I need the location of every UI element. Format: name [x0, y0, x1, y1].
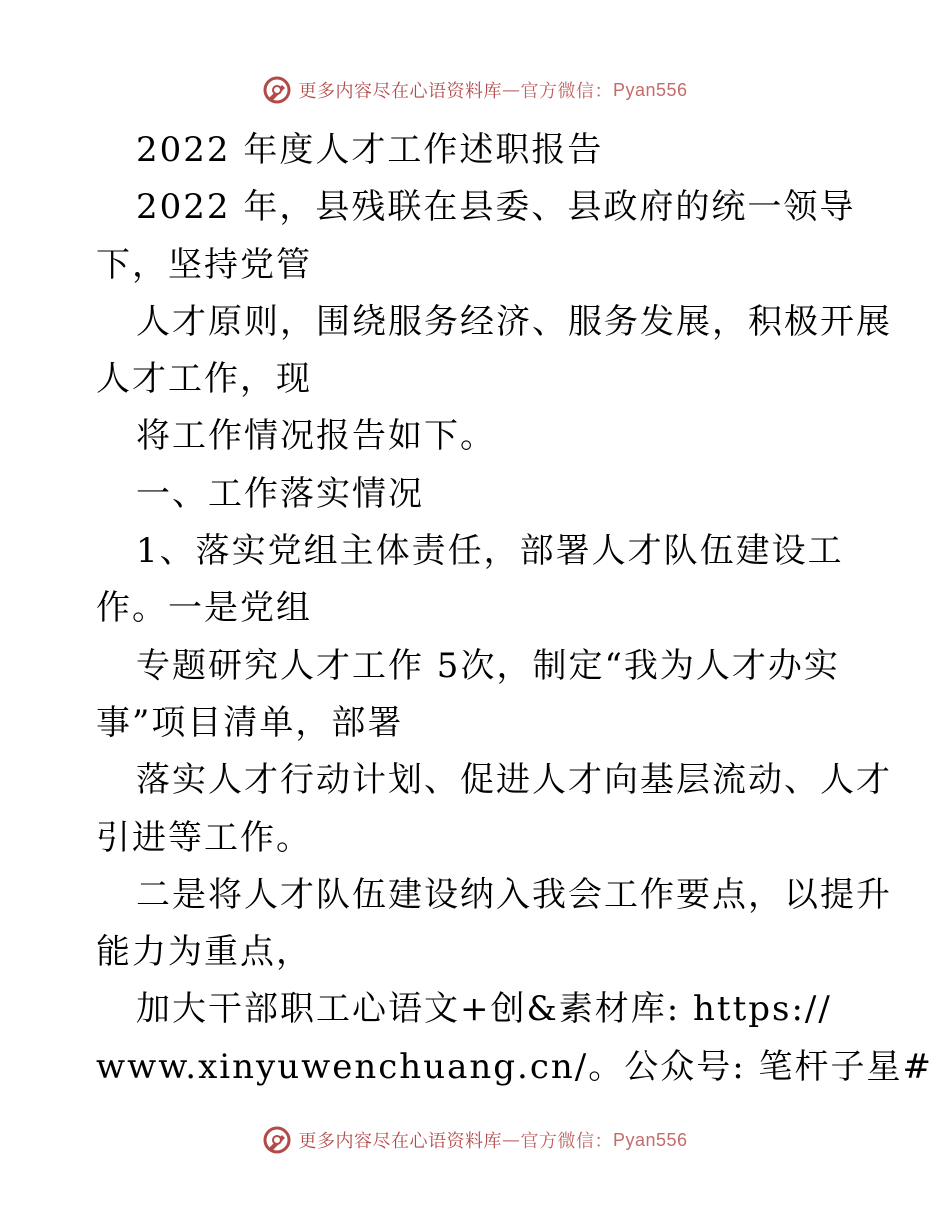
paragraph-line: 将工作情况报告如下。	[136, 416, 496, 457]
paragraph-line: 专题研究人才工作 5次，制定“我为人才办实	[136, 645, 840, 686]
paragraph-line: 作。一是党组	[96, 588, 312, 629]
watermark-main-text: 更多内容尽在心语资料库	[298, 81, 502, 102]
header-watermark	[0, 74, 950, 106]
watermark-wechat-label: 官方微信：	[520, 81, 613, 102]
document-title: 2022 年度人才工作述职报告	[136, 130, 604, 170]
paragraph-line: 落实人才行动计划、促进人才向基层流动、人才	[136, 760, 892, 801]
paragraph-line: 加大干部职工心语文+创&素材库: https://	[136, 989, 832, 1030]
section-heading: 一、工作落实情况	[136, 473, 424, 514]
paragraph-line: www.xinyuwenchuang.cn/。公众号: 笔杆子星#	[96, 1046, 933, 1087]
paragraph-line: 人才原则，围绕服务经济、服务发展，积极开展	[136, 301, 892, 342]
paragraph-line: 1、落实党组主体责任，部署人才队伍建设工	[136, 531, 844, 572]
pen-logo-icon	[262, 1125, 292, 1155]
watermark-dash: —	[501, 1129, 521, 1151]
pen-logo-icon	[262, 75, 292, 105]
paragraph-line: 二是将人才队伍建设纳入我会工作要点，以提升	[136, 874, 892, 915]
watermark-wechat-label: 官方微信：	[520, 1131, 613, 1152]
document-body	[96, 122, 933, 1096]
paragraph-line: 2022 年，县残联在县委、县政府的统一领导	[136, 187, 856, 228]
watermark-wechat-id: Pyan556	[612, 1129, 688, 1150]
watermark-wechat-id: Pyan556	[612, 79, 688, 100]
paragraph-line: 人才工作，现	[96, 359, 312, 400]
paragraph-line: 下，坚持党管	[96, 244, 312, 285]
paragraph-line: 事”项目清单，部署	[96, 702, 404, 743]
footer-watermark	[0, 1124, 950, 1156]
watermark-dash: —	[501, 79, 521, 101]
paragraph-line: 引进等工作。	[96, 817, 312, 858]
watermark-main-text: 更多内容尽在心语资料库	[298, 1131, 502, 1152]
paragraph-line: 能力为重点，	[96, 932, 312, 973]
